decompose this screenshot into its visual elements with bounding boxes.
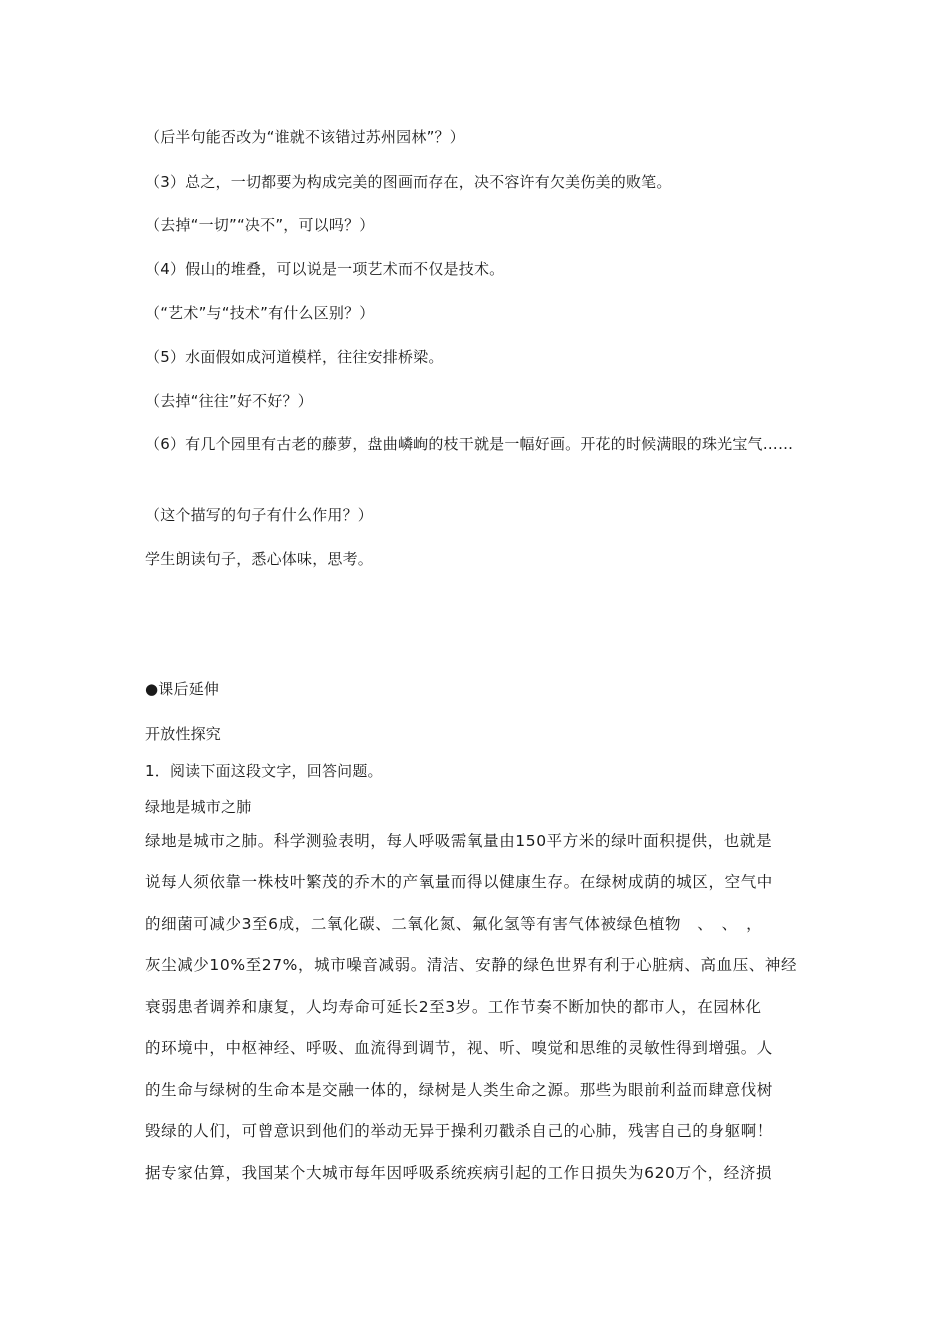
sentence-6: （6）有几个园里有古老的藤萝，盘曲嶙峋的枝干就是一幅好画。开花的时候满眼的珠光宝气……: [145, 435, 794, 453]
article-line: 毁绿的人们，可曾意识到他们的举动无异于操利刃戳杀自己的心肺，残害自己的身躯啊！: [145, 1122, 773, 1140]
article-line: 说每人须依靠一株枝叶繁茂的乔木的产氧量而得以健康生存。在绿树成荫的城区，空气中: [145, 873, 773, 891]
task-instruction: 1．阅读下面这段文字，回答问题。: [145, 762, 383, 780]
section-subheading: 开放性探究: [145, 725, 222, 743]
article-line: 绿地是城市之肺。科学测验表明，每人呼吸需氧量由150平方米的绿叶面积提供，也就是: [145, 832, 773, 850]
question-6: （这个描写的句子有什么作用？）: [145, 506, 374, 524]
question-rewrite-suzhou: （后半句能否改为“谁就不该错过苏州园林”？）: [145, 128, 465, 146]
question-3: （去掉“一切”“决不”，可以吗？）: [145, 216, 375, 234]
article-line: 衰弱患者调养和康复，人均寿命可延长2至3岁。工作节奏不断加快的都市人，在园林化: [145, 998, 762, 1016]
sentence-3: （3）总之，一切都要为构成完美的图画而存在，决不容许有欠美伤美的败笔。: [145, 173, 672, 191]
sentence-4: （4）假山的堆叠，可以说是一项艺术而不仅是技术。: [145, 260, 505, 278]
article-title: 绿地是城市之肺: [145, 798, 252, 816]
article-line: 灰尘减少10%至27%，城市噪音减弱。清洁、安静的绿色世界有利于心脏病、高血压、神经: [145, 956, 798, 974]
article-line: 据专家估算，我国某个大城市每年因呼吸系统疾病引起的工作日损失为620万个，经济损: [145, 1164, 773, 1182]
section-heading: ●课后延伸: [145, 680, 220, 698]
student-instruction: 学生朗读句子，悉心体味，思考。: [145, 550, 374, 568]
article-line: 的细菌可减少3至6成，二氧化碳、二氧化氮、氟化氢等有害气体被绿色植物 、 、 ，: [145, 915, 763, 933]
article-line: 的生命与绿树的生命本是交融一体的，绿树是人类生命之源。那些为眼前利益而肆意伐树: [145, 1081, 773, 1099]
question-5: （去掉“往往”好不好？）: [145, 392, 313, 410]
article-line: 的环境中，中枢神经、呼吸、血流得到调节，视、听、嗅觉和思维的灵敏性得到增强。人: [145, 1039, 773, 1057]
sentence-5: （5）水面假如成河道模样，往往安排桥梁。: [145, 348, 444, 366]
question-4: （“艺术”与“技术”有什么区别？）: [145, 304, 375, 322]
